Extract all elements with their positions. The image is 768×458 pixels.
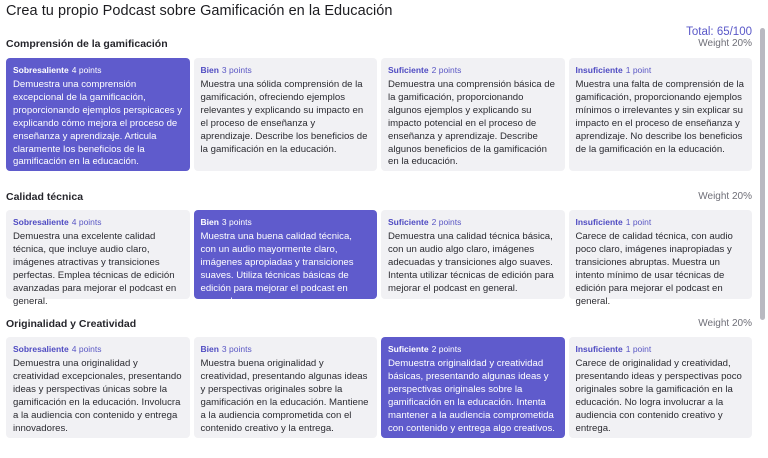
level-card-bien[interactable] xyxy=(194,210,378,307)
level-description: Demuestra una excelente calidad técnica, que incluye audio claro, imágenes atractivas y transiciones perfectas. Emplea técnicas de edición avanzadas para mejorar el podcast en general. xyxy=(13,231,177,307)
level-name: Suficiente xyxy=(388,217,429,227)
level-description: Muestra una falta de comprensión de la gamificación, proporcionando ejemplos mínimos o irrelevantes y sin explicar su impacto en el proceso de enseñanza y aprendizaje. No describe los beneficios de la gamificación en la educación. xyxy=(575,79,745,155)
level-points: 1 point xyxy=(625,344,652,354)
level-cards xyxy=(6,210,752,307)
criterion-weight: Weight 20% xyxy=(698,318,752,329)
criterion-header xyxy=(6,38,752,54)
level-points: 1 point xyxy=(625,217,652,227)
level-header xyxy=(13,343,183,355)
level-name: Sobresaliente xyxy=(13,65,69,75)
page-title: Crea tu propio Podcast sobre Gamificación en la Educación xyxy=(6,3,393,19)
criterion-weight: Weight 20% xyxy=(698,38,752,49)
level-card-sobresaliente[interactable] xyxy=(6,337,190,438)
level-header xyxy=(201,343,371,355)
level-points: 2 points xyxy=(431,217,462,227)
criterion-calidad-tecnica xyxy=(6,191,752,307)
level-card-suficiente[interactable] xyxy=(381,210,565,299)
level-name: Insuficiente xyxy=(575,217,623,227)
level-description: Demuestra originalidad y creatividad básicas, presentando algunas ideas y perspectivas originales sobre la gamificación en la educación. Intenta mantener a la audiencia comprometida con contenido y entrega algo creativos. xyxy=(388,358,555,434)
level-name: Bien xyxy=(200,217,219,227)
total-score: Total: 65/100 xyxy=(686,26,752,38)
level-description: Demuestra una comprensión básica de la gamificación, proporcionando algunos ejemplos y explicando su impacto potencial en el proceso de enseñanza y aprendizaje. Describe algunos beneficios de la gamificación en la educación. xyxy=(388,79,555,168)
level-header xyxy=(13,216,183,228)
level-header xyxy=(576,216,746,228)
level-points: 4 points xyxy=(71,65,102,75)
level-card-sobresaliente[interactable] xyxy=(6,210,190,307)
level-description: Muestra una sólida comprensión de la gamificación, ofreciendo ejemplos relevantes y explicando su impacto en el proceso de enseñanza y aprendizaje. Describe los beneficios de la gamificación en la educación. xyxy=(200,79,368,155)
level-name: Sobresaliente xyxy=(13,217,69,227)
level-header xyxy=(576,64,746,76)
criterion-weight: Weight 20% xyxy=(698,191,752,202)
level-description: Demuestra una calidad técnica básica, con un audio algo claro, imágenes adecuadas y transiciones algo suaves. Intenta utilizar técnicas de edición para mejorar el podcast en general. xyxy=(388,231,554,294)
level-points: 3 points xyxy=(221,65,252,75)
level-name: Insuficiente xyxy=(575,344,623,354)
level-card-bien[interactable] xyxy=(194,337,378,438)
level-card-sobresaliente[interactable] xyxy=(6,58,190,171)
level-name: Sobresaliente xyxy=(13,344,69,354)
scrollbar[interactable] xyxy=(759,28,765,458)
criterion-title: Calidad técnica xyxy=(6,191,84,203)
level-points: 2 points xyxy=(431,344,462,354)
level-header xyxy=(388,64,558,76)
scrollbar-thumb[interactable] xyxy=(760,28,765,320)
level-cards xyxy=(6,337,752,438)
level-points: 4 points xyxy=(71,217,102,227)
level-name: Bien xyxy=(200,65,219,75)
level-header xyxy=(201,216,371,228)
criterion-header xyxy=(6,318,752,334)
level-description: Carece de originalidad y creatividad, presentando ideas y perspectivas poco originales sobre la gamificación en la educación. No logra involucrar a la audiencia con contenido creativo y entrega. xyxy=(575,358,742,434)
level-name: Bien xyxy=(200,344,219,354)
level-header xyxy=(388,343,558,355)
level-card-suficiente[interactable] xyxy=(381,337,565,438)
level-points: 3 points xyxy=(221,217,252,227)
level-card-insuficiente[interactable] xyxy=(569,58,753,171)
level-name: Insuficiente xyxy=(575,65,623,75)
level-header xyxy=(388,216,558,228)
level-header xyxy=(201,64,371,76)
level-points: 4 points xyxy=(71,344,102,354)
level-points: 2 points xyxy=(431,65,462,75)
level-card-suficiente[interactable] xyxy=(381,58,565,171)
level-description: Muestra buena originalidad y creatividad, presentando algunas ideas y perspectivas originales sobre la gamificación en la educación. Mantiene a la audiencia comprometida con el contenido creativo y la entrega. xyxy=(200,358,369,434)
level-card-insuficiente[interactable] xyxy=(569,210,753,307)
criterion-title: Comprensión de la gamificación xyxy=(6,38,168,50)
level-header xyxy=(576,343,746,355)
level-cards xyxy=(6,58,752,171)
level-description: Demuestra una comprensión excepcional de la gamificación, proporcionando ejemplos perspicaces y explicando cómo mejora el proceso de enseñanza y aprendizaje. Articula claramente los beneficios de la gamificación en la educación. xyxy=(13,79,183,168)
level-description: Carece de calidad técnica, con audio poco claro, imágenes inapropiadas y transiciones abruptas. Muestra un intento mínimo de usar técnicas de edición para mejorar el podcast en general. xyxy=(575,231,733,307)
criterion-header xyxy=(6,191,752,207)
level-description: Demuestra una originalidad y creatividad excepcionales, presentando ideas y perspectivas únicas sobre la gamificación en la educación. Involucra a la audiencia con contenido y entrega innovadores. xyxy=(13,358,182,434)
criterion-comprension xyxy=(6,38,752,173)
level-card-bien[interactable] xyxy=(194,58,378,171)
level-card-insuficiente[interactable] xyxy=(569,337,753,438)
level-points: 3 points xyxy=(221,344,252,354)
level-points: 1 point xyxy=(625,65,652,75)
level-name: Suficiente xyxy=(388,344,429,354)
criterion-title: Originalidad y Creatividad xyxy=(6,318,137,330)
criterion-originalidad xyxy=(6,318,752,440)
level-name: Suficiente xyxy=(388,65,429,75)
level-description: Muestra una buena calidad técnica, con un audio mayormente claro, imágenes apropiadas y transiciones suaves. Utiliza técnicas básicas de edición para mejorar el podcast en general. xyxy=(200,231,354,307)
level-header xyxy=(13,64,183,76)
